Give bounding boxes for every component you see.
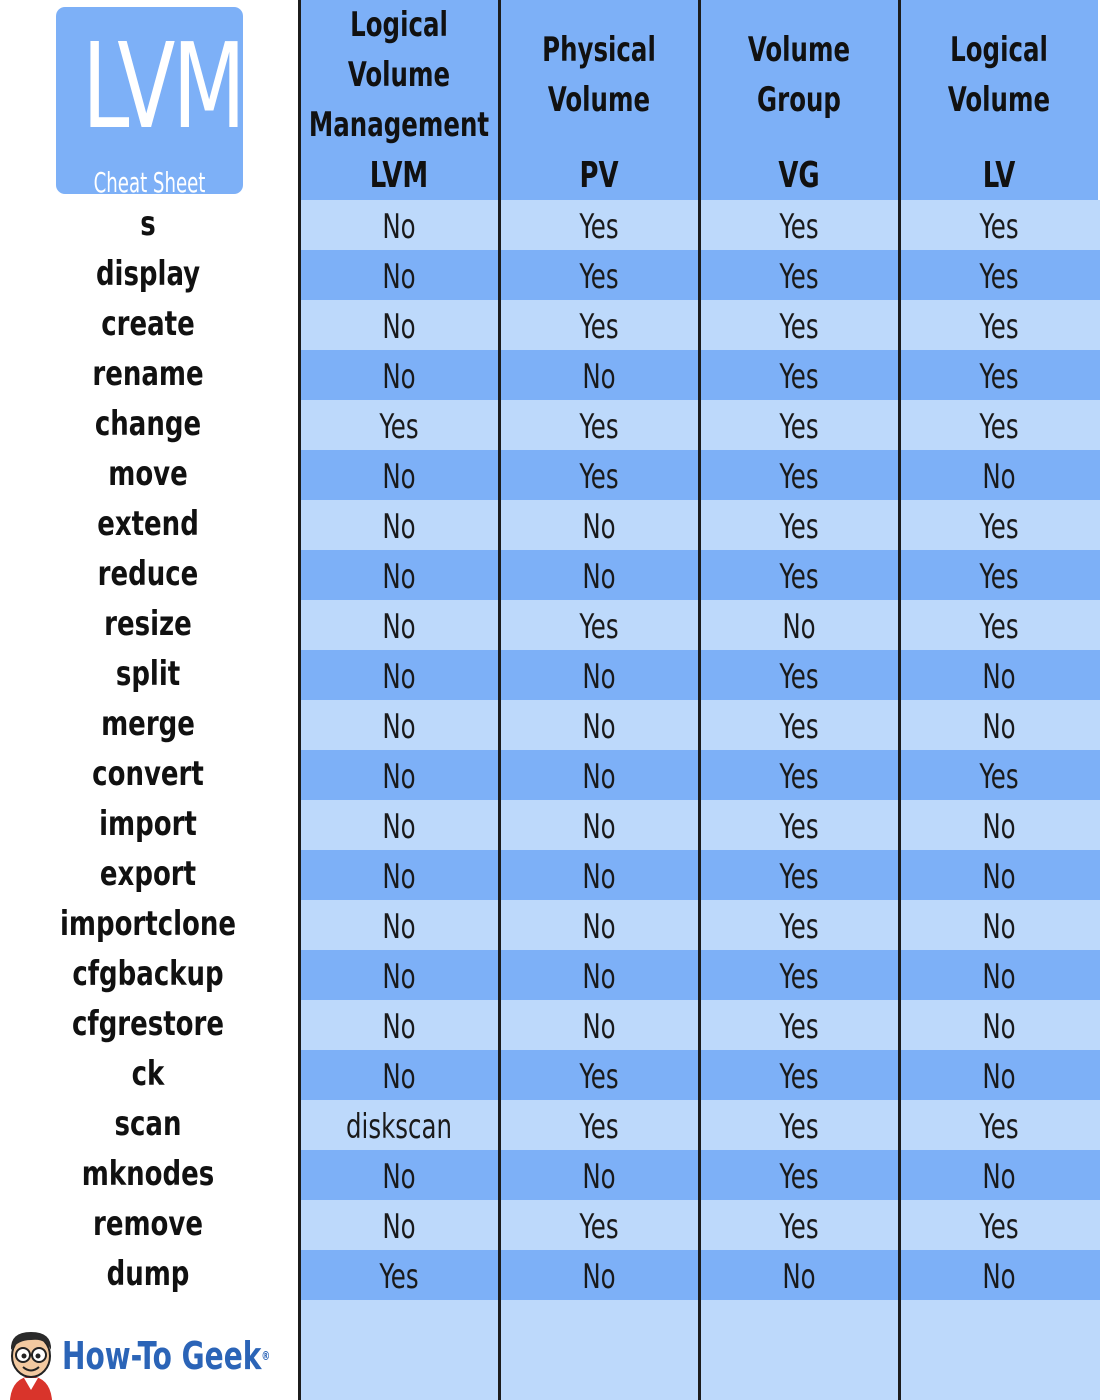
table-cell: No <box>382 1157 416 1197</box>
column-abbreviation: PV <box>579 155 619 196</box>
table-cell: No <box>382 957 416 997</box>
table-cell: No <box>582 1157 616 1197</box>
row-label: s <box>140 204 156 244</box>
table-cell: No <box>582 657 616 697</box>
row-label: export <box>99 854 197 894</box>
table-cell: No <box>982 657 1016 697</box>
table-cell: No <box>982 907 1016 947</box>
table-cell: No <box>982 957 1016 997</box>
row-label: reduce <box>97 554 199 594</box>
table-cell: No <box>382 557 416 597</box>
brand-name: How-To Geek <box>62 1334 262 1378</box>
table-cell: Yes <box>779 857 819 897</box>
howtogeek-brand <box>0 1318 300 1400</box>
table-cell: No <box>382 507 416 547</box>
column-divider <box>898 0 901 1400</box>
table-cell: No <box>382 857 416 897</box>
geek-mascot-icon <box>2 1326 60 1400</box>
table-cell: Yes <box>979 757 1019 797</box>
table-cell: No <box>382 1207 416 1247</box>
table-cell: Yes <box>779 307 819 347</box>
table-cell: No <box>382 457 416 497</box>
table-cell: No <box>382 307 416 347</box>
column-abbreviation: LV <box>982 155 1016 196</box>
table-cell: No <box>982 857 1016 897</box>
table-cell: No <box>982 1057 1016 1097</box>
row-label: move <box>108 454 188 494</box>
table-cell: No <box>382 757 416 797</box>
table-cell: No <box>382 207 416 247</box>
table-cell: Yes <box>579 607 619 647</box>
table-cell: Yes <box>579 1057 619 1097</box>
table-cell: No <box>582 757 616 797</box>
table-cell: No <box>582 807 616 847</box>
table-cell: Yes <box>579 457 619 497</box>
table-cell: Yes <box>579 207 619 247</box>
table-cell: Yes <box>979 607 1019 647</box>
table-cell: Yes <box>779 1107 819 1147</box>
table-cell: Yes <box>779 557 819 597</box>
table-cell: No <box>582 557 616 597</box>
table-cell: No <box>582 907 616 947</box>
column-divider <box>298 0 301 1400</box>
row-label: mknodes <box>81 1154 215 1194</box>
lvm-logo <box>56 7 243 199</box>
column-header-lv <box>900 0 1098 200</box>
table-cell: Yes <box>779 1207 819 1247</box>
row-label: resize <box>104 604 192 644</box>
table-cell: Yes <box>779 1007 819 1047</box>
column-divider <box>498 0 501 1400</box>
column-title: Logical Volume <box>947 30 1051 120</box>
row-label: remove <box>92 1204 204 1244</box>
table-cell: No <box>582 1257 616 1297</box>
table-cell: No <box>782 1257 816 1297</box>
row-label: cfgbackup <box>72 954 224 994</box>
row-label: create <box>101 304 195 344</box>
table-cell: diskscan <box>346 1107 452 1147</box>
brand-wordmark <box>62 1332 270 1380</box>
table-cell: No <box>582 357 616 397</box>
table-cell: No <box>382 657 416 697</box>
table-cell: Yes <box>579 307 619 347</box>
table-cell: Yes <box>779 507 819 547</box>
row-label: import <box>99 804 197 844</box>
table-cell: Yes <box>979 307 1019 347</box>
table-cell: Yes <box>579 1107 619 1147</box>
table-cell: No <box>382 907 416 947</box>
table-cell: No <box>382 807 416 847</box>
row-label: merge <box>101 704 195 744</box>
table-cell: No <box>982 1157 1016 1197</box>
table-cell: Yes <box>779 357 819 397</box>
table-cell: No <box>582 957 616 997</box>
table-cell: Yes <box>779 207 819 247</box>
column-header-lvm <box>300 0 498 200</box>
column-title: Volume Group <box>747 30 851 120</box>
table-cell: Yes <box>979 257 1019 297</box>
table-cell: Yes <box>979 1207 1019 1247</box>
table-cell: No <box>382 1057 416 1097</box>
table-cell: Yes <box>779 407 819 447</box>
table-cell: No <box>982 457 1016 497</box>
table-cell: No <box>582 857 616 897</box>
table-cell: No <box>382 257 416 297</box>
table-cell: Yes <box>579 407 619 447</box>
row-label: display <box>95 254 201 294</box>
table-cell: Yes <box>779 657 819 697</box>
row-label: scan <box>114 1104 182 1144</box>
logo-title: LVM <box>82 17 243 155</box>
logo-subtitle: Cheat Sheet <box>93 166 206 199</box>
table-cell: Yes <box>779 757 819 797</box>
row-label: ck <box>131 1054 165 1094</box>
table-cell: No <box>382 707 416 747</box>
row-label: extend <box>97 504 199 544</box>
table-cell: Yes <box>379 1257 419 1297</box>
table-cell: No <box>382 1007 416 1047</box>
table-cell: Yes <box>579 1207 619 1247</box>
table-cell: Yes <box>979 407 1019 447</box>
column-title: Physical Volume <box>542 30 656 120</box>
column-header-vg <box>700 0 898 200</box>
table-cell: Yes <box>779 707 819 747</box>
table-cell: Yes <box>979 357 1019 397</box>
table-cell: Yes <box>779 1057 819 1097</box>
table-cell: Yes <box>979 557 1019 597</box>
row-label: split <box>115 654 181 694</box>
column-title: Logical Volume Management <box>308 5 490 145</box>
table-cell: No <box>982 807 1016 847</box>
row-label: importclone <box>59 904 237 944</box>
row-label: convert <box>92 754 204 794</box>
table-cell: Yes <box>379 407 419 447</box>
table-cell: No <box>982 707 1016 747</box>
table-cell: Yes <box>579 257 619 297</box>
table-cell: No <box>982 1257 1016 1297</box>
row-label: dump <box>106 1254 190 1294</box>
table-cell: Yes <box>979 207 1019 247</box>
table-cell: Yes <box>779 807 819 847</box>
table-cell: Yes <box>979 1107 1019 1147</box>
row-label: change <box>94 404 202 444</box>
table-cell: No <box>582 1007 616 1047</box>
table-cell: No <box>982 1007 1016 1047</box>
registered-mark: ® <box>261 1349 271 1363</box>
column-divider <box>698 0 701 1400</box>
table-cell: Yes <box>779 257 819 297</box>
column-header-pv <box>500 0 698 200</box>
table-cell: Yes <box>779 957 819 997</box>
table-cell: Yes <box>979 507 1019 547</box>
table-cell: Yes <box>779 1157 819 1197</box>
table-cell: No <box>782 607 816 647</box>
table-cell: No <box>582 507 616 547</box>
column-abbreviation: LVM <box>369 155 429 196</box>
table-cell: No <box>382 357 416 397</box>
table-cell: Yes <box>779 457 819 497</box>
table-cell: No <box>582 707 616 747</box>
row-label: cfgrestore <box>71 1004 225 1044</box>
table-cell: No <box>382 607 416 647</box>
table-cell: Yes <box>779 907 819 947</box>
column-abbreviation: VG <box>778 155 820 196</box>
row-label: rename <box>92 354 204 394</box>
